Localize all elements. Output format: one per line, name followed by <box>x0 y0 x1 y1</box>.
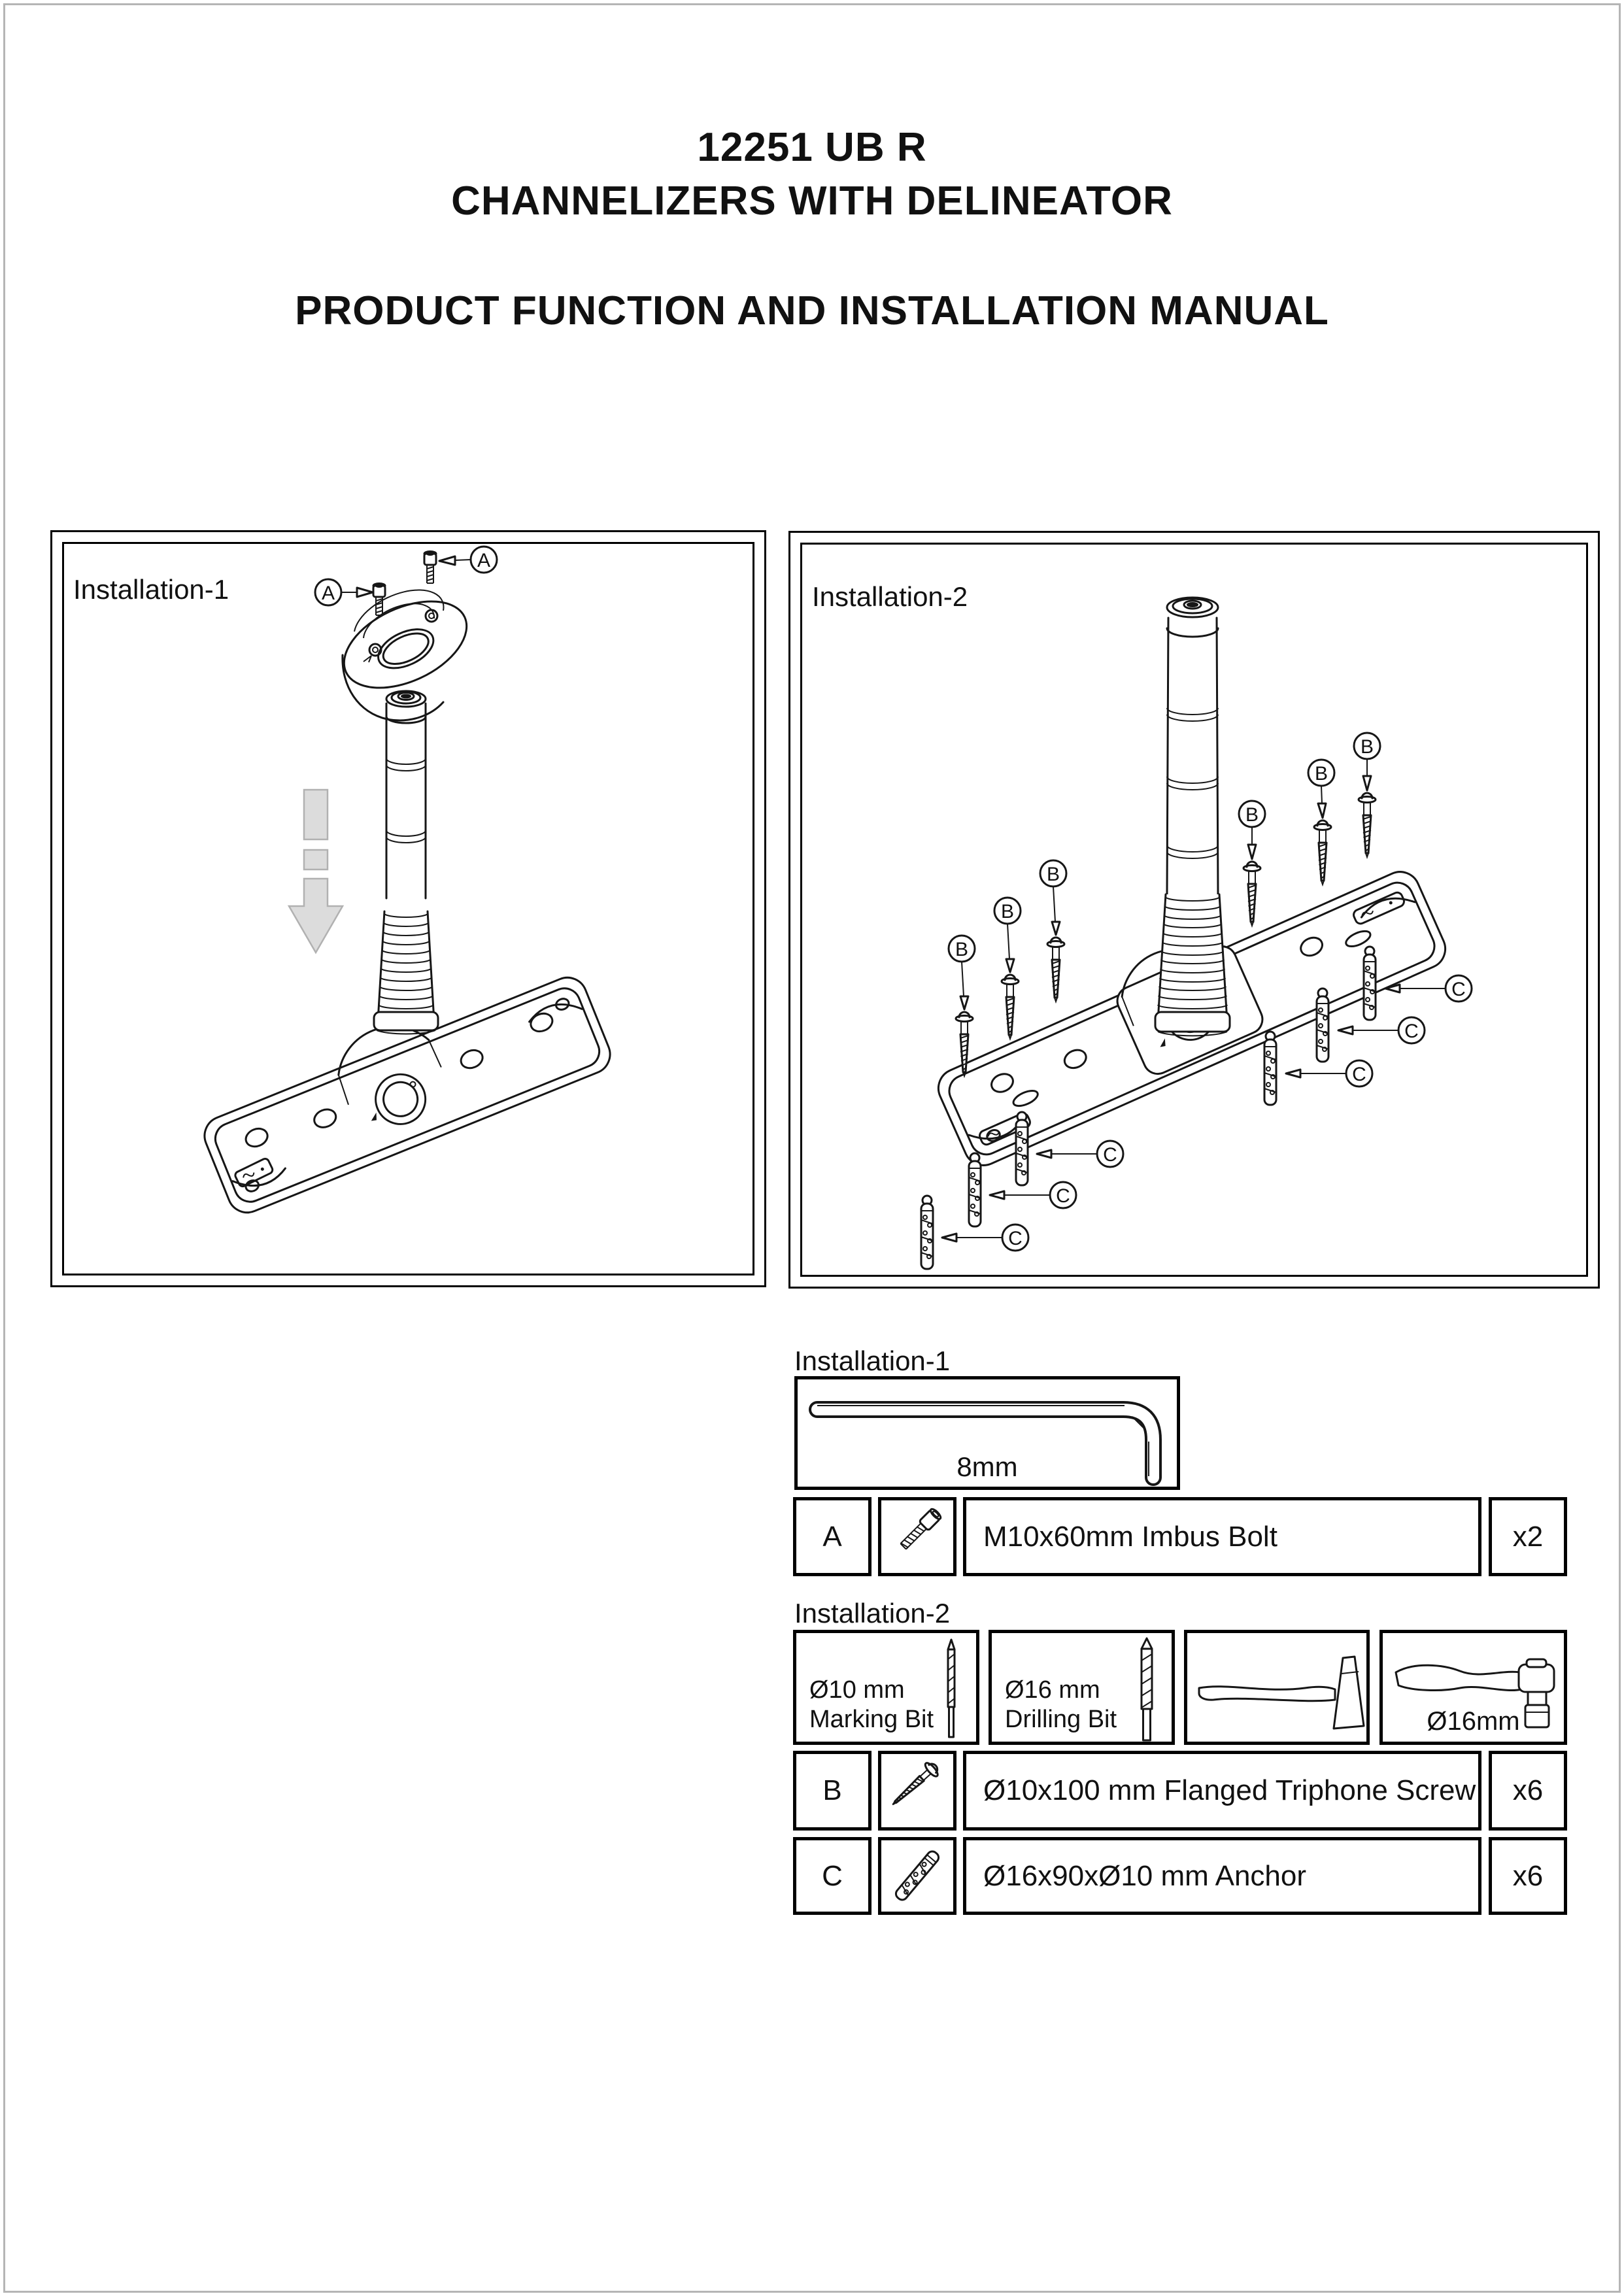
svg-text:B: B <box>1314 763 1328 785</box>
panel-installation-2-label: Installation-2 <box>812 581 968 612</box>
socket-wrench-box <box>1379 1630 1567 1745</box>
part-desc-cell: Ø10x100 mm Flanged Triphone Screw <box>963 1751 1481 1831</box>
flanged-screw-icon <box>1002 975 1019 1039</box>
svg-text:B: B <box>955 939 969 960</box>
svg-text:C: C <box>1451 979 1466 1000</box>
svg-text:B: B <box>1000 901 1015 922</box>
kit1-section-label: Installation-1 <box>794 1345 951 1376</box>
svg-text:C: C <box>1103 1144 1117 1166</box>
callout-b <box>1040 860 1066 935</box>
allen-key-size-label: 8mm <box>956 1451 1018 1482</box>
anchor-icon <box>1364 947 1376 1020</box>
svg-text:C: C <box>1404 1021 1419 1042</box>
title-product-name: CHANNELIZERS WITH DELINEATOR <box>451 178 1173 224</box>
delineator-pole <box>374 691 438 1034</box>
anchor-icon <box>1264 1032 1276 1105</box>
panel-installation-1 <box>50 530 766 1287</box>
part-qty-cell: x6 <box>1489 1751 1567 1831</box>
svg-text:A: A <box>321 582 335 604</box>
delineator-pole <box>1155 598 1230 1036</box>
marking-bit-box <box>793 1630 979 1745</box>
callout-b <box>1308 760 1334 818</box>
part-icon-cell <box>878 1837 956 1915</box>
part-qty-cell: x6 <box>1489 1837 1567 1915</box>
marking-bit-size: Ø10 mm <box>809 1676 905 1704</box>
drilling-bit-label <box>1005 1676 1117 1735</box>
anchor-icon <box>1317 988 1328 1062</box>
callout-b <box>1239 801 1265 859</box>
allen-key-box <box>794 1376 1180 1490</box>
drilling-bit-name: Drilling Bit <box>1005 1706 1117 1734</box>
callout-b <box>1354 733 1380 790</box>
anchor-icon <box>1016 1112 1028 1185</box>
svg-text:B: B <box>1046 864 1060 885</box>
imbus-bolt-icon <box>881 1500 953 1573</box>
panel-installation-2 <box>788 531 1600 1289</box>
installation-2-diagram <box>790 533 1598 1287</box>
part-icon-cell <box>878 1751 956 1831</box>
title-product-code: 12251 UB R <box>697 125 927 170</box>
callout-a <box>439 547 497 573</box>
svg-text:C: C <box>1008 1228 1023 1249</box>
panel-installation-1-label: Installation-1 <box>73 574 229 605</box>
kit2-section-label: Installation-2 <box>794 1598 951 1629</box>
drilling-bit-box <box>989 1630 1175 1745</box>
callout-c <box>1286 1060 1372 1087</box>
flanged-screw-icon <box>1243 862 1260 926</box>
flanged-screw-icon <box>1359 793 1376 857</box>
imbus-bolt-icon <box>424 552 436 584</box>
svg-text:B: B <box>1360 736 1374 758</box>
flanged-screw-icon <box>1314 820 1331 885</box>
socket-wrench-size-label: Ø16mm <box>1427 1707 1520 1736</box>
anchor-icon <box>881 1840 953 1912</box>
hammer-icon <box>1187 1633 1366 1742</box>
callout-c <box>1037 1141 1123 1167</box>
drilling-bit-size: Ø16 mm <box>1005 1676 1100 1704</box>
callout-a <box>315 579 373 605</box>
anchor-icon <box>921 1196 933 1269</box>
flanged-screw-icon <box>1047 937 1064 1002</box>
installation-1-diagram <box>52 532 764 1285</box>
part-letter-cell: A <box>793 1497 871 1576</box>
callout-c <box>942 1224 1028 1251</box>
anchor-icon <box>969 1153 981 1226</box>
title-manual: PRODUCT FUNCTION AND INSTALLATION MANUAL <box>295 288 1329 333</box>
down-arrow-icon <box>289 790 343 953</box>
part-letter-cell: C <box>793 1837 871 1915</box>
part-icon-cell <box>878 1497 956 1576</box>
part-qty-cell: x2 <box>1489 1497 1567 1576</box>
svg-text:C: C <box>1056 1185 1070 1207</box>
svg-text:B: B <box>1245 804 1259 826</box>
callout-b <box>949 936 975 1009</box>
flanged-screw-icon <box>881 1754 953 1827</box>
marking-bit-label <box>809 1676 934 1735</box>
svg-text:C: C <box>1352 1064 1366 1085</box>
hammer-box <box>1184 1630 1370 1745</box>
part-desc-cell: Ø16x90xØ10 mm Anchor <box>963 1837 1481 1915</box>
callout-c <box>990 1182 1076 1208</box>
callout-b <box>994 898 1021 972</box>
marking-bit-name: Marking Bit <box>809 1706 934 1734</box>
part-letter-cell: B <box>793 1751 871 1831</box>
svg-text:A: A <box>477 550 491 571</box>
callout-c <box>1338 1017 1425 1043</box>
part-desc-cell: M10x60mm Imbus Bolt <box>963 1497 1481 1576</box>
